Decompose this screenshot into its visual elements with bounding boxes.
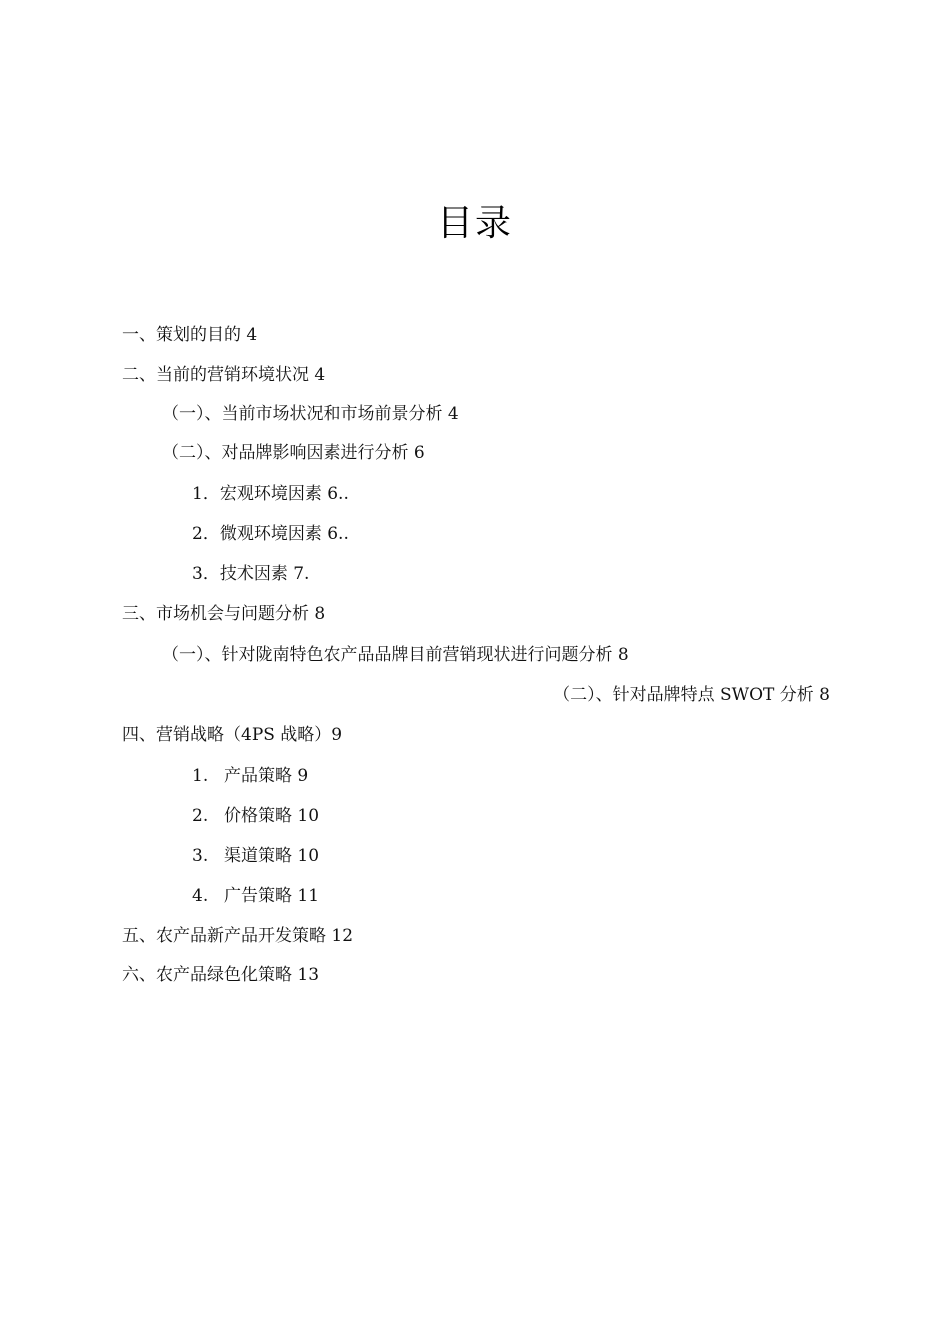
- toc-entry-3[interactable]: 三、市场机会与问题分析 8: [122, 604, 326, 624]
- toc-entry-4-4[interactable]: [192, 884, 319, 908]
- toc-entry-label: 价格策略 10: [224, 806, 320, 826]
- toc-entry-2-2-2[interactable]: 2．微观环境因素 6..: [192, 524, 349, 544]
- toc-entry-4[interactable]: 四、营销战略（4PS 战略）9: [122, 725, 343, 745]
- toc-entry-2-1[interactable]: （一）、当前市场状况和市场前景分析 4: [162, 404, 459, 424]
- toc-entry-4-3[interactable]: [192, 844, 319, 868]
- toc-entry-2[interactable]: 二、当前的营销环境状况 4: [122, 365, 326, 385]
- toc-entry-2-2-3[interactable]: 3．技术因素 7.: [192, 564, 310, 584]
- toc-entry-number: 3.: [192, 846, 209, 866]
- toc-entry-number: 1.: [192, 766, 209, 786]
- toc-entry-label: 广告策略 11: [224, 886, 320, 906]
- toc-entry-3-2[interactable]: （二）、针对品牌特点 SWOT 分析 8: [553, 685, 830, 705]
- toc-entry-3-1[interactable]: （一）、针对陇南特色农产品品牌目前营销现状进行问题分析 8: [162, 645, 629, 665]
- toc-entry-4-1[interactable]: [192, 764, 308, 788]
- toc-entry-1[interactable]: 一、策划的目的 4: [122, 325, 258, 345]
- toc-entry-2-2-1[interactable]: 1．宏观环境因素 6..: [192, 484, 349, 504]
- page-title: 目录: [436, 203, 513, 244]
- toc-entry-number: 4.: [192, 886, 209, 906]
- toc-entry-6[interactable]: 六、农产品绿色化策略 13: [122, 965, 320, 985]
- toc-entry-number: 2.: [192, 806, 209, 826]
- toc-entry-2-2[interactable]: （二）、对品牌影响因素进行分析 6: [162, 443, 425, 463]
- toc-entry-4-2[interactable]: [192, 804, 319, 828]
- toc-entry-label: 产品策略 9: [224, 766, 309, 786]
- toc-entry-5[interactable]: 五、农产品新产品开发策略 12: [122, 926, 354, 946]
- toc-entry-label: 渠道策略 10: [224, 846, 320, 866]
